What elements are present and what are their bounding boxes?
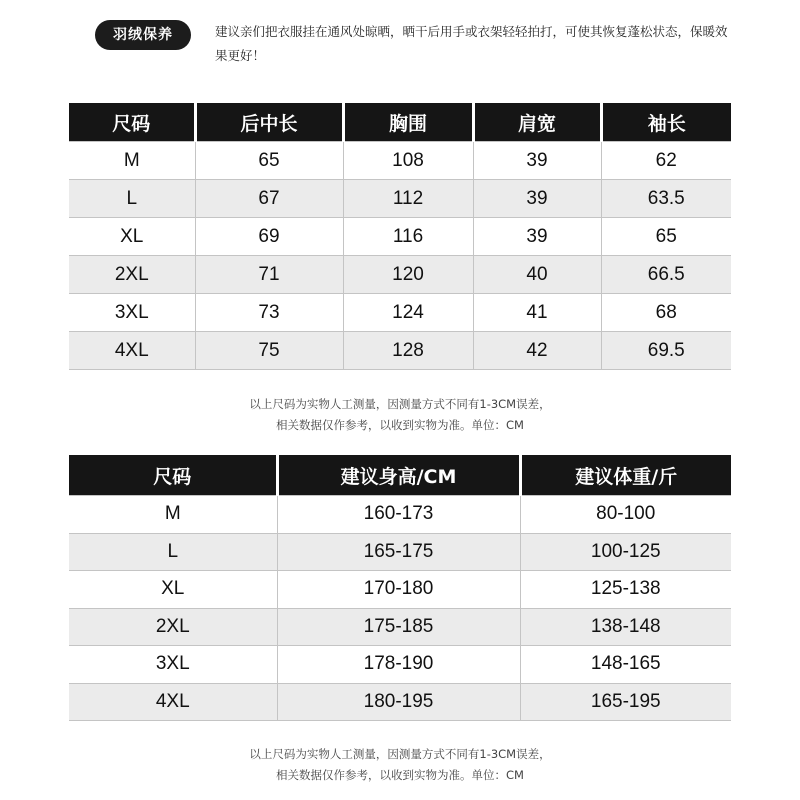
header-size: 尺码 [69, 455, 277, 496]
header-weight: 建议体重/斤 [520, 455, 731, 496]
header-back-length: 后中长 [195, 103, 343, 142]
cell-shoulder: 42 [473, 332, 601, 370]
note-line: 相关数据仅作参考，以收到实物为准。单位：CM [276, 418, 524, 432]
care-section [95, 18, 735, 68]
cell-sleeve: 65 [601, 218, 731, 256]
care-badge: 羽绒保养 [95, 20, 191, 50]
table-row [69, 646, 731, 684]
cell-sleeve: 62 [601, 142, 731, 180]
measurement-table [69, 103, 731, 370]
cell-size: 4XL [69, 332, 195, 370]
cell-chest: 128 [343, 332, 473, 370]
cell-size: XL [69, 571, 277, 609]
cell-sleeve: 69.5 [601, 332, 731, 370]
cell-size: 2XL [69, 608, 277, 646]
header-sleeve: 袖长 [601, 103, 731, 142]
cell-chest: 112 [343, 180, 473, 218]
cell-weight: 165-195 [520, 683, 731, 721]
cell-size: M [69, 496, 277, 534]
recommendation-table [69, 455, 731, 721]
cell-weight: 138-148 [520, 608, 731, 646]
cell-size: 4XL [69, 683, 277, 721]
table-row [69, 142, 731, 180]
cell-shoulder: 39 [473, 142, 601, 180]
cell-sleeve: 68 [601, 294, 731, 332]
cell-chest: 124 [343, 294, 473, 332]
cell-height: 175-185 [277, 608, 520, 646]
cell-size: L [69, 533, 277, 571]
cell-back-length: 71 [195, 256, 343, 294]
measurement-note [0, 744, 800, 786]
cell-chest: 116 [343, 218, 473, 256]
header-shoulder: 肩宽 [473, 103, 601, 142]
cell-weight: 148-165 [520, 646, 731, 684]
note-line: 以上尺码为实物人工测量，因测量方式不同有1-3CM误差， [249, 747, 551, 761]
header-height: 建议身高/CM [277, 455, 520, 496]
cell-size: L [69, 180, 195, 218]
note-line: 相关数据仅作参考，以收到实物为准。单位：CM [276, 768, 524, 782]
cell-sleeve: 66.5 [601, 256, 731, 294]
cell-sleeve: 63.5 [601, 180, 731, 218]
cell-weight: 100-125 [520, 533, 731, 571]
table-row [69, 608, 731, 646]
table-row [69, 571, 731, 609]
table-row [69, 180, 731, 218]
cell-shoulder: 39 [473, 180, 601, 218]
note-line: 以上尺码为实物人工测量，因测量方式不同有1-3CM误差， [249, 397, 551, 411]
header-chest: 胸围 [343, 103, 473, 142]
cell-chest: 108 [343, 142, 473, 180]
care-instructions: 建议亲们把衣服挂在通风处晾晒，晒干后用手或衣架轻轻拍打，可使其恢复蓬松状态，保暖效果更好！ [215, 24, 728, 63]
cell-height: 165-175 [277, 533, 520, 571]
table-row [69, 533, 731, 571]
measurement-note [0, 394, 800, 436]
table-row [69, 256, 731, 294]
cell-chest: 120 [343, 256, 473, 294]
cell-weight: 80-100 [520, 496, 731, 534]
cell-back-length: 69 [195, 218, 343, 256]
cell-height: 180-195 [277, 683, 520, 721]
cell-back-length: 75 [195, 332, 343, 370]
cell-weight: 125-138 [520, 571, 731, 609]
cell-size: 3XL [69, 646, 277, 684]
cell-shoulder: 39 [473, 218, 601, 256]
table-header-row [69, 455, 731, 496]
cell-height: 170-180 [277, 571, 520, 609]
cell-size: M [69, 142, 195, 180]
cell-back-length: 65 [195, 142, 343, 180]
table-row [69, 218, 731, 256]
table-row [69, 683, 731, 721]
cell-shoulder: 41 [473, 294, 601, 332]
cell-shoulder: 40 [473, 256, 601, 294]
header-size: 尺码 [69, 103, 195, 142]
cell-size: 2XL [69, 256, 195, 294]
table-header-row [69, 103, 731, 142]
table-row [69, 294, 731, 332]
cell-size: 3XL [69, 294, 195, 332]
cell-height: 160-173 [277, 496, 520, 534]
cell-size: XL [69, 218, 195, 256]
table-row [69, 332, 731, 370]
cell-back-length: 67 [195, 180, 343, 218]
cell-back-length: 73 [195, 294, 343, 332]
table-row [69, 496, 731, 534]
cell-height: 178-190 [277, 646, 520, 684]
